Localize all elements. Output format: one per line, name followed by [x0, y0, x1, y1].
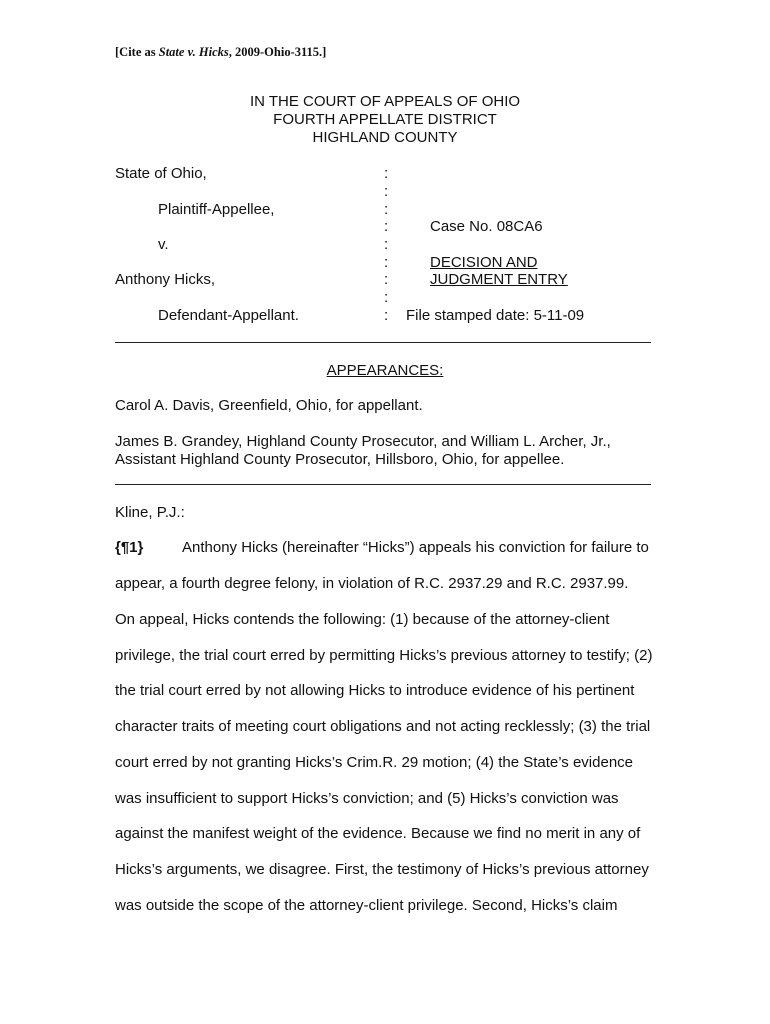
paragraph-line: was outside the scope of the attorney-client privilege. Second, Hicks’s claim — [115, 897, 618, 914]
paragraph-line: privilege, the trial court erred by permitting Hicks’s previous attorney to testify; (2) — [115, 647, 653, 664]
paragraph-line: Anthony Hicks (hereinafter “Hicks”) appeals his conviction for failure to — [182, 539, 649, 556]
defendant-role: Defendant-Appellant. — [158, 307, 299, 324]
caption-colon: : — [384, 218, 389, 235]
versus: v. — [158, 236, 169, 253]
paragraph-line: against the manifest weight of the evidence. Because we find no merit in any of — [115, 825, 641, 842]
caption-colon: : — [384, 289, 389, 306]
court-name: IN THE COURT OF APPEALS OF OHIO — [249, 93, 521, 110]
paragraph-line: Hicks’s arguments, we disagree. First, the testimony of Hicks’s previous attorney — [115, 861, 649, 878]
party-plaintiff: State of Ohio, — [115, 165, 207, 182]
paragraph-line: appear, a fourth degree felony, in violation of R.C. 2937.29 and R.C. 2937.99. — [115, 575, 629, 592]
divider — [115, 484, 651, 485]
caption-colon: : — [384, 271, 389, 288]
paragraph-line: was insufficient to support Hicks’s conviction; and (5) Hicks’s conviction was — [115, 790, 619, 807]
caption-colon: : — [384, 201, 389, 218]
caption-colon: : — [384, 254, 389, 271]
entry-title-line2: JUDGMENT ENTRY — [430, 271, 568, 288]
caption-colon: : — [384, 183, 389, 200]
appearances-heading: APPEARANCES: — [326, 362, 444, 379]
paragraph-line: court erred by not granting Hicks’s Crim.R. 29 motion; (4) the State’s evidence — [115, 754, 634, 771]
divider — [115, 342, 651, 343]
paragraph-line: On appeal, Hicks contends the following: (1) because of the attorney-client — [115, 611, 610, 628]
paragraph-line: character traits of meeting court obligations and not acting recklessly; (3) the trial — [115, 718, 651, 735]
party-defendant: Anthony Hicks, — [115, 271, 216, 288]
case-number: Case No. 08CA6 — [430, 218, 543, 235]
court-district: FOURTH APPELLATE DISTRICT — [273, 111, 497, 128]
caption-colon: : — [384, 165, 389, 182]
plaintiff-role: Plaintiff-Appellee, — [158, 201, 275, 218]
paragraph-line: the trial court erred by not allowing Hicks to introduce evidence of his pertinent — [115, 682, 635, 699]
appellee-counsel-line2: Assistant Highland County Prosecutor, Hillsboro, Ohio, for appellee. — [115, 451, 565, 468]
file-stamped-date: File stamped date: 5-11-09 — [406, 307, 585, 324]
entry-title-line1: DECISION AND — [430, 254, 538, 271]
appellant-counsel: Carol A. Davis, Greenfield, Ohio, for appellant. — [115, 397, 423, 414]
citation: [Cite as State v. Hicks, 2009-Ohio-3115.] — [115, 45, 327, 59]
court-county: HIGHLAND COUNTY — [312, 129, 458, 146]
paragraph-marker: {¶1} — [115, 539, 144, 556]
appellee-counsel-line1: James B. Grandey, Highland County Prosecutor, and William L. Archer, Jr., — [115, 433, 611, 450]
caption-colon: : — [384, 307, 389, 324]
caption-colon: : — [384, 236, 389, 253]
judge-name: Kline, P.J.: — [115, 504, 185, 521]
citation-case-name: State v. Hicks — [158, 45, 229, 59]
